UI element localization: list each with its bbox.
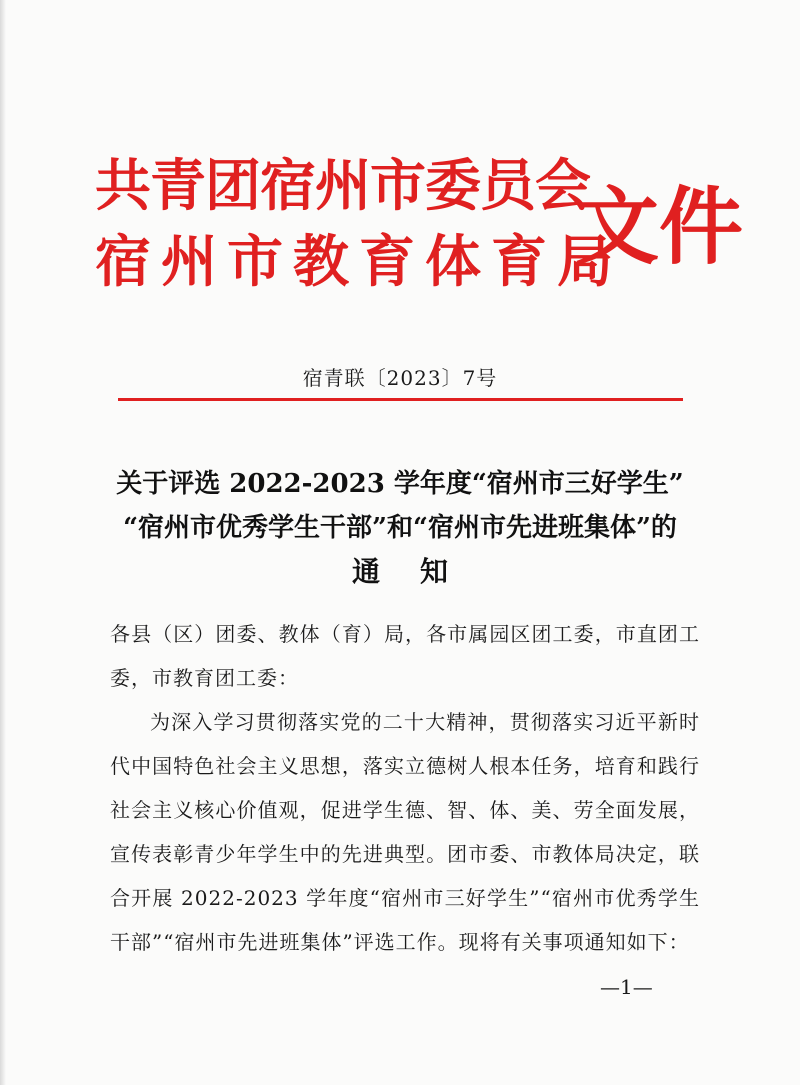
notice-title-line-1: 关于评选 2022-2023 学年度“宿州市三好学生” xyxy=(116,469,684,499)
page-number: —1— xyxy=(600,975,653,999)
document-number: 宿青联〔2023〕7号 xyxy=(302,366,498,390)
notice-title xyxy=(0,462,800,594)
notice-title-line-2: “宿州市优秀学生干部”和“宿州市先进班集体”的 xyxy=(123,513,677,543)
issuer-line-1: 共青团宿州市委员会 xyxy=(95,154,590,219)
recipients-line: 各县（区）团委、教体（育）局，各市属园区团工委，市直团工委，市教育团工委： xyxy=(110,622,700,690)
document-type-label: 文件 xyxy=(575,178,744,276)
notice-title-line-3: 通知 xyxy=(351,555,488,588)
document-header xyxy=(95,140,744,310)
body-paragraph: 为深入学习贯彻落实党的二十大精神，贯彻落实习近平新时代中国特色社会主义思想，落实立德树人根本任务，培育和践行社会主义核心价值观，促进学生德、智、体、美、劳全面发展，宣传表彰青少年学生中的先进典型。团市委、市教体局决定，联合开展 2022-2023 学年度“宿州市三好学生”“宿州市优秀学生干部”“宿州市先进班集体”评选工作。现将有关事项通知如下： xyxy=(110,710,700,954)
notice-body xyxy=(110,612,700,964)
red-divider-line xyxy=(118,398,683,401)
issuer-line-2: 宿州市教育体育局 xyxy=(95,230,623,295)
